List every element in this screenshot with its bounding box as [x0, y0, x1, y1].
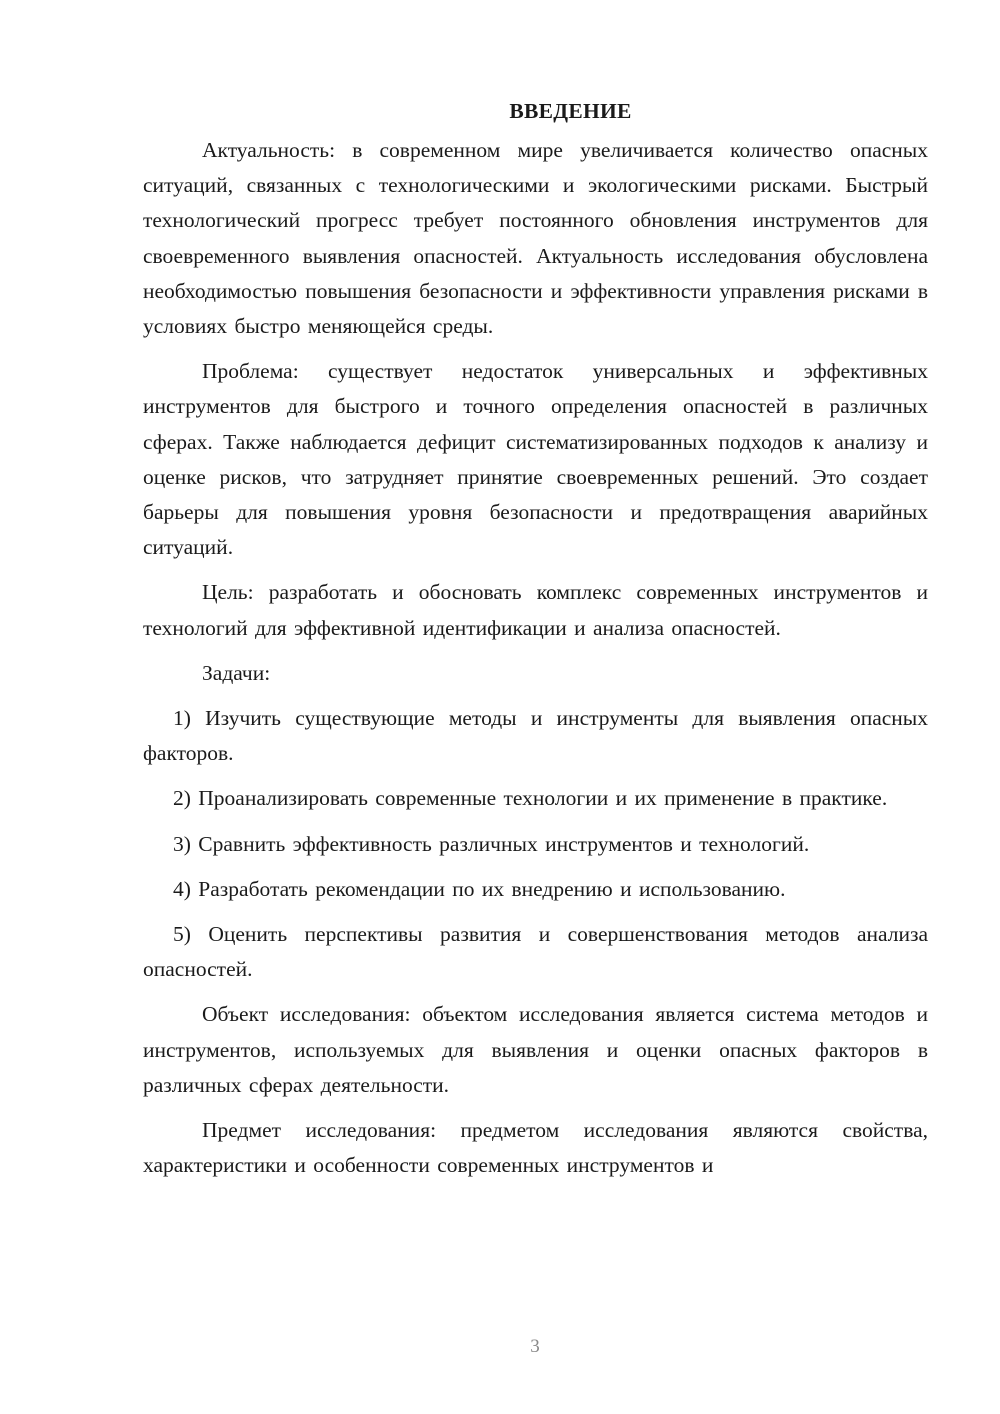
section-heading: ВВЕДЕНИЕ — [509, 99, 632, 123]
task-item-1: 1) Изучить существующие методы и инструменты для выявления опасных факторов. — [143, 706, 928, 766]
page-content — [143, 95, 928, 1193]
task-item-2: 2) Проанализировать современные технологии и их применение в практике. — [173, 786, 888, 811]
paragraph-object: Объект исследования: объектом исследования является система методов и инструментов, используемых для выявления и оценки опасных факторов в различных сферах деятельности. — [143, 1002, 928, 1097]
paragraph-problem: Проблема: существует недостаток универсальных и эффективных инструментов для быстрого и точного определения опасностей в различных сферах. Также наблюдается дефицит систематизированных подходов к анализу и оценке рисков, что затрудняет принятие своевременных решений. Это создает барьеры для повышения уровня безопасности и предотвращения аварийных ситуаций. — [143, 359, 928, 560]
paragraph-goal: Цель: разработать и обосновать комплекс современных инструментов и технологий для эффективной идентификации и анализа опасностей. — [143, 580, 928, 640]
task-item-4: 4) Разработать рекомендации по их внедрению и использованию. — [173, 876, 786, 901]
task-item-5: 5) Оценить перспективы развития и совершенствования методов анализа опасностей. — [143, 922, 928, 982]
paragraph-relevance: Актуальность: в современном мире увеличивается количество опасных ситуаций, связанных с технологическими и экологическими рисками. Быстрый технологический прогресс требует постоянного обновления инструментов для своевременного выявления опасностей. Актуальность исследования обусловлена необходимостью повышения безопасности и эффективности управления рисками в условиях быстро меняющейся среды. — [143, 138, 928, 339]
paragraph-tasks-heading: Задачи: — [202, 660, 271, 685]
task-item-3: 3) Сравнить эффективность различных инструментов и технологий. — [173, 831, 810, 856]
page-number: 3 — [530, 1336, 540, 1357]
paragraph-subject: Предмет исследования: предметом исследования являются свойства, характеристики и особенности современных инструментов и — [143, 1118, 928, 1178]
